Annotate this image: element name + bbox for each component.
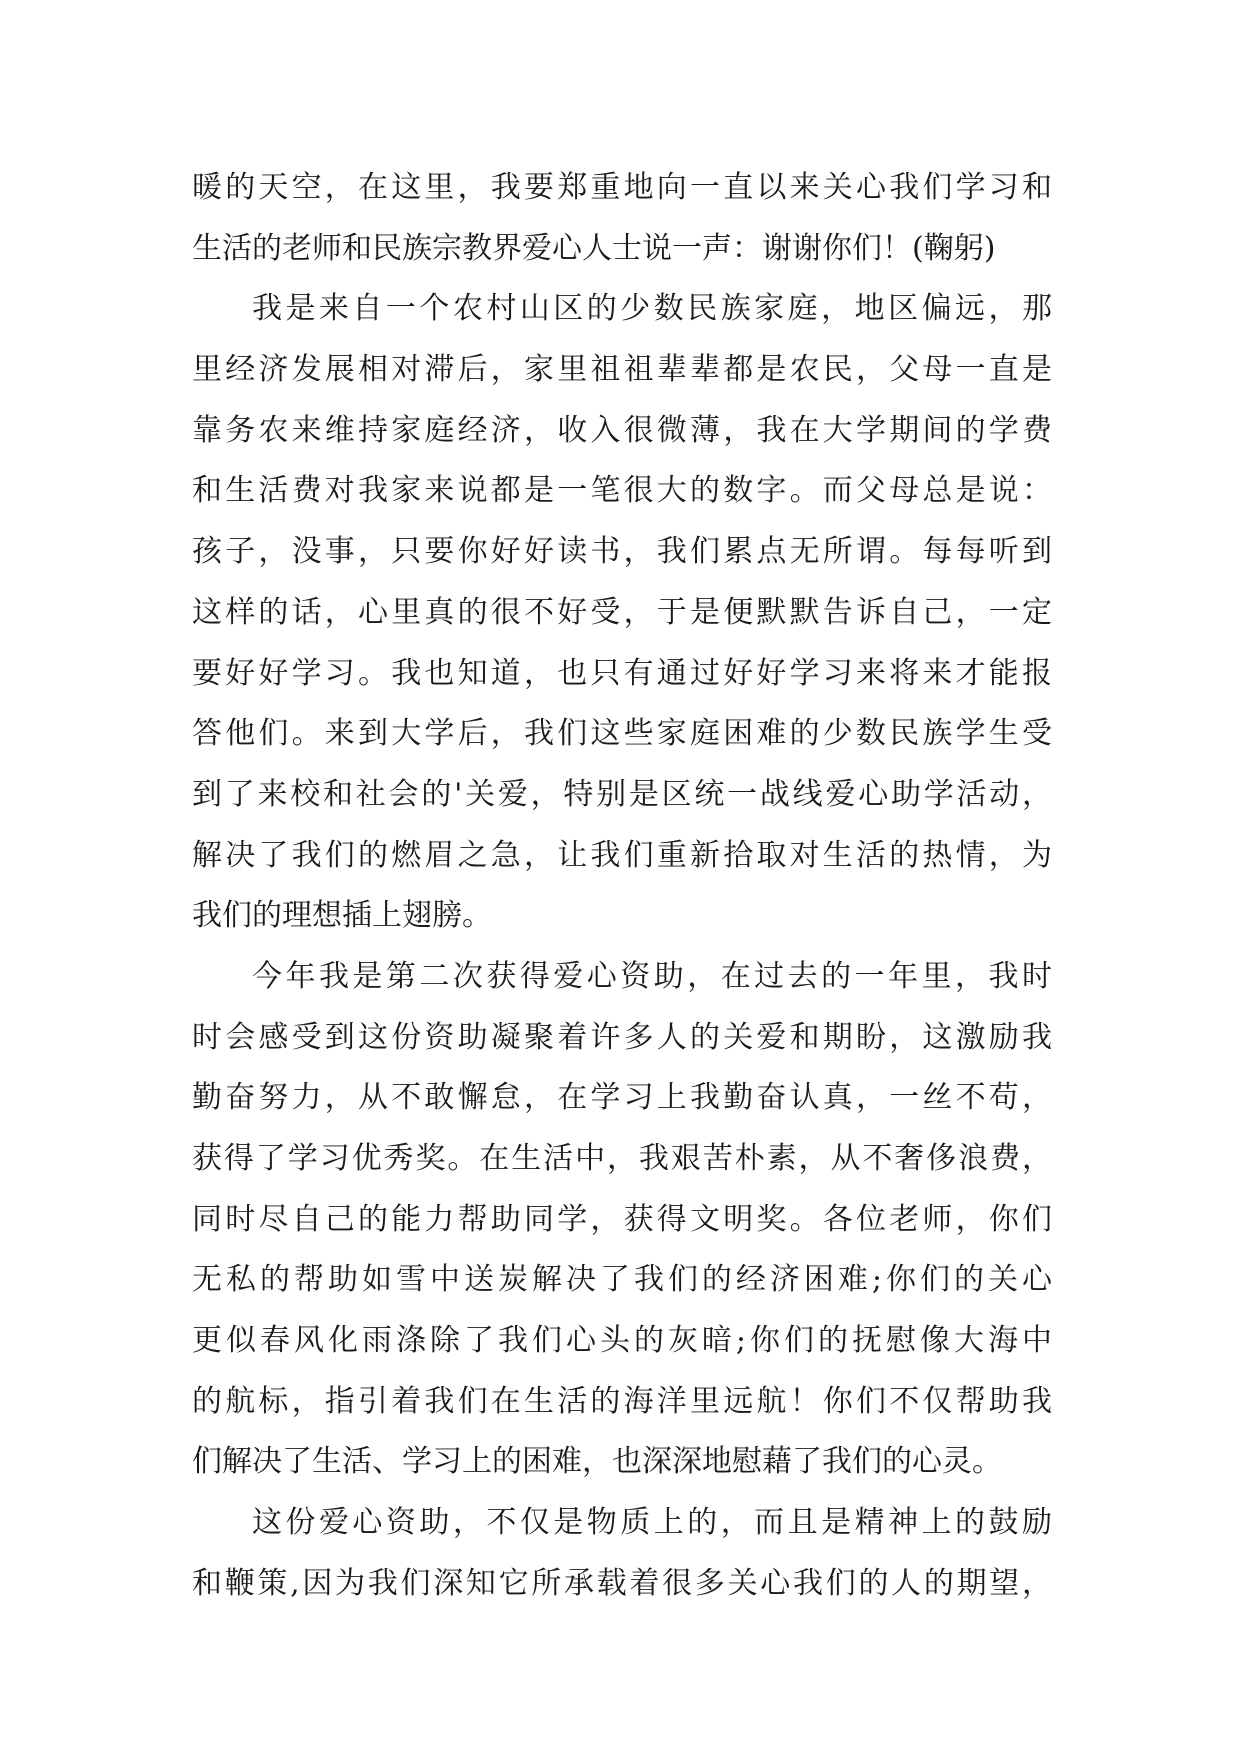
text-line: 和生活费对我家来说都是一笔很大的数字。而父母总是说：: [192, 473, 1052, 509]
text-line: 今年我是第二次获得爱心资助，在过去的一年里，我时: [252, 958, 1052, 994]
text-line: 我是来自一个农村山区的少数民族家庭，地区偏远，那: [252, 291, 1052, 327]
text-line: 们解决了生活、学习上的困难，也深深地慰藉了我们的心灵。: [192, 1444, 1002, 1480]
text-line: 答他们。来到大学后，我们这些家庭困难的少数民族学生受: [192, 716, 1052, 752]
body-text: [192, 158, 1052, 1615]
text-line: 获得了学习优秀奖。在生活中，我艰苦朴素，从不奢侈浪费，: [192, 1141, 1052, 1176]
text-line: 的航标，指引着我们在生活的海洋里远航！你们不仅帮助我: [192, 1383, 1052, 1419]
text-line: 这样的话，心里真的很不好受，于是便默默告诉自己，一定: [192, 594, 1052, 630]
text-line: 要好好学习。我也知道，也只有通过好好学习来将来才能报: [192, 655, 1052, 691]
text-line: 解决了我们的燃眉之急，让我们重新拾取对生活的热情，为: [192, 837, 1052, 873]
text-line: 无私的帮助如雪中送炭解决了我们的经济困难;你们的关心: [192, 1262, 1052, 1298]
text-line: 我们的理想插上翅膀。: [192, 898, 492, 934]
text-line: 和鞭策,因为我们深知它所承载着很多关心我们的人的期望，: [192, 1565, 1052, 1601]
text-line: 到了来校和社会的'关爱，特别是区统一战线爱心助学活动，: [192, 776, 1052, 812]
text-line: 靠务农来维持家庭经济，收入很微薄，我在大学期间的学费: [192, 412, 1052, 448]
text-line: 时会感受到这份资助凝聚着许多人的关爱和期盼，这激励我: [192, 1019, 1052, 1055]
text-line: 更似春风化雨涤除了我们心头的灰暗;你们的抚慰像大海中: [192, 1323, 1052, 1359]
text-line: 生活的老师和民族宗教界爱心人士说一声：谢谢你们！(鞠躬): [192, 230, 996, 266]
text-line: 孩子，没事，只要你好好读书，我们累点无所谓。每每听到: [192, 534, 1052, 570]
text-line: 勤奋努力，从不敢懈怠，在学习上我勤奋认真，一丝不苟，: [192, 1080, 1052, 1116]
text-line: 同时尽自己的能力帮助同学，获得文明奖。各位老师，你们: [192, 1201, 1052, 1237]
text-line: 暖的天空，在这里，我要郑重地向一直以来关心我们学习和: [192, 170, 1052, 205]
text-line: 里经济发展相对滞后，家里祖祖辈辈都是农民，父母一直是: [192, 352, 1052, 388]
text-line: 这份爱心资助，不仅是物质上的，而且是精神上的鼓励: [252, 1505, 1052, 1541]
